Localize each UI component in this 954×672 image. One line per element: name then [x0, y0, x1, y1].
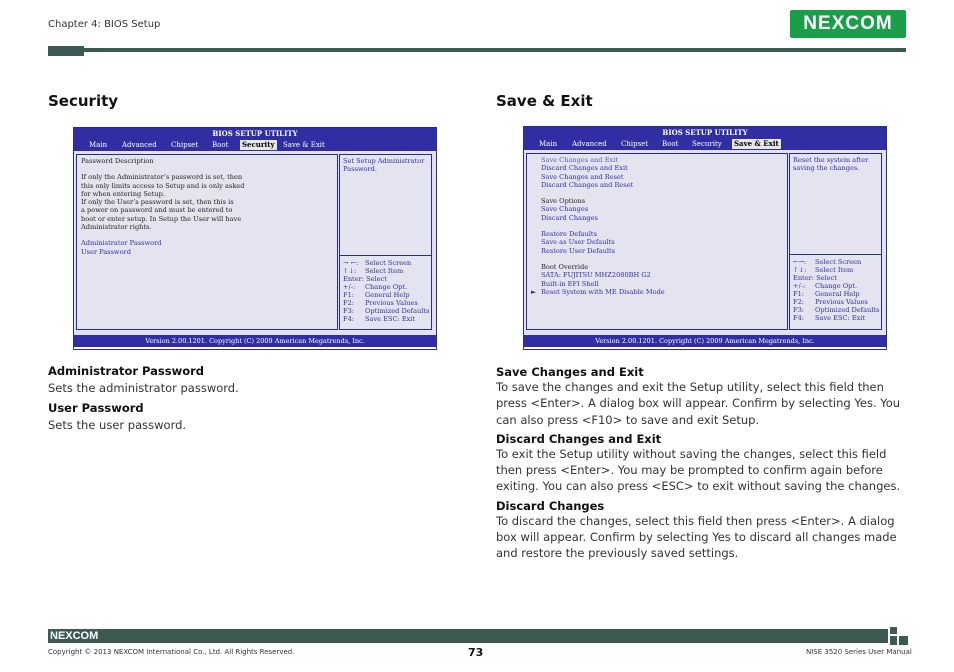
save-options-label: Save Options [541, 197, 586, 206]
bios-body [74, 151, 436, 335]
nexcom-logo: NEXCOM [790, 10, 906, 38]
bios-tabs [524, 138, 886, 150]
help-text [793, 156, 868, 173]
user-password-heading: User Password [48, 401, 144, 416]
save-changes-and-reset-item[interactable]: Save Changes and Reset [541, 172, 624, 181]
desc-line [81, 165, 333, 173]
security-bios-screen [73, 127, 437, 350]
tab-save-exit[interactable]: Save & Exit [283, 141, 325, 149]
admin-password-text: Sets the administrator password. [48, 381, 239, 395]
key-row: Enter: Select [793, 274, 837, 282]
footer-logo: NEXCOM [50, 630, 99, 642]
bios-left-pane [76, 154, 338, 330]
key-row: F1: General Help [793, 290, 860, 298]
restore-user-defaults-item[interactable]: Restore User Defaults [541, 246, 616, 255]
bios-footer: Version 2.00.1201. Copyright (C) 2009 American Megatrends, Inc. [74, 335, 436, 347]
key-legend [343, 259, 429, 323]
key-row: F1: General Help [343, 291, 410, 299]
key-row: F3: Optimized Defaults [793, 306, 880, 314]
bios-footer: Version 2.00.1201. Copyright (C) 2009 American Megatrends, Inc. [524, 335, 886, 347]
submenu-arrow-icon: ► [531, 287, 537, 296]
desc-line: this only limits access to Setup and is only asked [81, 181, 245, 190]
save-changes-exit-text: To save the changes and exit the Setup utility, select this field then press <Enter>. A dialog box will appear. Confirm by selecting Yes. You can also press <F10> to save and exit Setup. [496, 380, 901, 427]
header-rule [48, 48, 906, 52]
efi-shell-item[interactable]: Built-in EFI Shell [541, 279, 599, 288]
tab-advanced[interactable]: Advanced [572, 140, 607, 148]
tab-main[interactable]: Main [89, 141, 108, 149]
desc-line: a power on password and must be entered to [81, 206, 233, 215]
page-number: 73 [468, 646, 484, 659]
bios-tabs [74, 139, 436, 151]
sata-boot-item[interactable]: SATA: FUJITSU MHZ2080BH G2 [541, 271, 651, 280]
bios-help-pane [339, 154, 432, 256]
key-row: F3: Optimized Defaults [343, 307, 430, 315]
save-exit-descriptions [496, 365, 906, 562]
password-description [81, 157, 333, 256]
chapter-label: Chapter 4: BIOS Setup [48, 19, 161, 30]
key-row: +/-: Change Opt. [343, 283, 408, 291]
tab-chipset[interactable]: Chipset [621, 140, 649, 148]
key-row: F4: Save ESC: Exit [343, 315, 416, 323]
discard-changes-and-reset-item[interactable]: Discard Changes and Reset [541, 180, 634, 189]
discard-changes-and-exit-item[interactable]: Discard Changes and Exit [541, 164, 628, 173]
reset-me-disable-item[interactable]: ► Reset System with ME Disable Mode [531, 287, 665, 296]
discard-changes-text: To discard the changes, select this field then press <Enter>. A dialog box will appear. Confirm by selecting Yes to discard all changes made and restore the previously saved settings. [496, 513, 897, 561]
boot-override-label: Boot Override [541, 262, 589, 271]
key-row: F4: Save ESC: Exit [793, 314, 866, 322]
bios-help-pane [789, 153, 882, 255]
save-exit-title: Save & Exit [496, 92, 593, 110]
bios-heading: BIOS SETUP UTILITY [524, 127, 886, 138]
tab-save-exit[interactable]: Save & Exit [734, 139, 779, 148]
desc-line: boot or enter setup. In Setup the User will have [81, 214, 242, 223]
bios-heading: BIOS SETUP UTILITY [74, 128, 436, 139]
save-exit-bios-screen [523, 126, 887, 350]
discard-changes-exit-text: To exit the Setup utility without saving the changes, select this field then press <Enter>. You may be prompted to confirm again before exiting. You can also press <ESC> to exit without saving the changes. [496, 446, 901, 494]
user-password-text: Sets the user password. [48, 418, 187, 433]
desc-line: for when entering Setup. [81, 189, 165, 198]
restore-defaults-item[interactable]: Restore Defaults [541, 230, 597, 239]
desc-line: If only the Administrator’s password is set, then [81, 173, 243, 182]
key-row: ↑↓: Select Item [343, 267, 404, 275]
tab-main[interactable]: Main [539, 140, 558, 148]
help-line: saving the changes. [793, 164, 860, 173]
help-line: Reset the system after [793, 156, 869, 164]
manual-title: NISE 3520 Series User Manual [806, 648, 912, 656]
header-rule-accent [48, 46, 84, 56]
bios-left-pane [526, 153, 788, 330]
save-changes-item[interactable]: Save Changes [541, 205, 589, 214]
save-changes-and-exit-item[interactable]: Save Changes and Exit [541, 156, 619, 164]
desc-line: If only the User’s password is set, then this is [81, 198, 234, 207]
bios-body [524, 150, 886, 335]
copyright-text: Copyright © 2013 NEXCOM International Co., Ltd. All Rights Reserved. [48, 648, 295, 656]
bios-keys-pane [789, 254, 882, 330]
help-text [343, 157, 424, 174]
bios-keys-pane [339, 255, 432, 330]
tab-security[interactable]: Security [692, 140, 722, 148]
save-exit-menu [531, 156, 781, 296]
security-title: Security [48, 92, 119, 110]
desc-line: Administrator rights. [81, 223, 152, 232]
tab-security[interactable]: Security [242, 140, 275, 149]
key-row: F2: Previous Values [793, 298, 868, 306]
security-descriptions [48, 364, 448, 434]
key-row: ↑↓: Select Item [793, 266, 854, 274]
save-user-defaults-item[interactable]: Save as User Defaults [541, 238, 615, 247]
tab-chipset[interactable]: Chipset [171, 141, 199, 149]
help-line: Password. [343, 165, 377, 174]
footer-bar [48, 629, 888, 643]
key-row: → ←: Select Screen [343, 259, 412, 267]
key-row: +/-: Change Opt. [793, 282, 858, 290]
discard-changes-exit-heading: Discard Changes and Exit [496, 431, 662, 446]
key-legend [793, 258, 879, 322]
user-password-item[interactable]: User Password [81, 247, 131, 256]
tab-advanced[interactable]: Advanced [122, 141, 157, 149]
tab-boot[interactable]: Boot [662, 140, 679, 148]
key-row: ←→: Select Screen [793, 258, 862, 266]
key-row: F2: Previous Values [343, 299, 418, 307]
admin-password-heading: Administrator Password [48, 364, 205, 378]
corner-squares-icon [890, 627, 908, 645]
key-row: Enter: Select [343, 275, 387, 283]
tab-boot[interactable]: Boot [212, 141, 229, 149]
discard-changes-heading: Discard Changes [496, 498, 605, 513]
discard-changes-item[interactable]: Discard Changes [541, 213, 598, 222]
administrator-password-item[interactable]: Administrator Password [81, 239, 162, 248]
help-line: Set Setup Administrator [343, 157, 425, 165]
save-changes-exit-heading: Save Changes and Exit [496, 365, 644, 379]
desc-line: Password Description [81, 157, 154, 165]
